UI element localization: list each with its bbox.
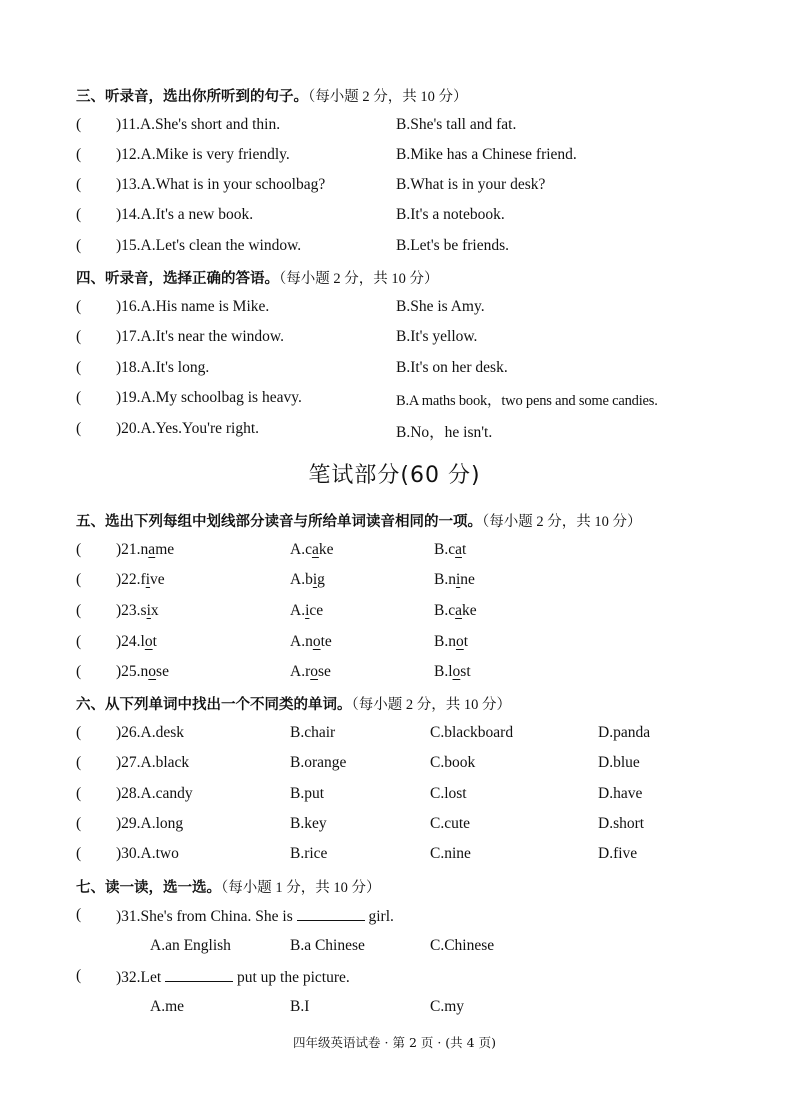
answer-paren[interactable]: ( bbox=[76, 815, 82, 832]
option-d: D.have bbox=[598, 785, 643, 802]
section-5-title: 五、选出下列每组中划线部分读音与所给单词读音相同的一项。 bbox=[76, 514, 482, 530]
answer-paren[interactable]: ( bbox=[76, 906, 82, 923]
option-a: A.big bbox=[290, 571, 325, 588]
option-b: B.lost bbox=[434, 663, 471, 680]
option-d: D.five bbox=[598, 845, 638, 862]
answer-paren[interactable]: ( bbox=[76, 571, 82, 588]
option-a: )19.A.My schoolbag is heavy. bbox=[116, 389, 302, 406]
option-d: D.short bbox=[598, 815, 645, 832]
option-a: )20.A.Yes.You're right. bbox=[116, 420, 260, 437]
option-a: A.an English bbox=[150, 937, 231, 954]
option-a: A.note bbox=[290, 633, 332, 650]
option-c: C.book bbox=[430, 754, 476, 771]
option-a: )16.A.His name is Mike. bbox=[116, 298, 270, 315]
section-6-heading bbox=[76, 693, 511, 714]
option-b: B.chair bbox=[290, 724, 336, 741]
option-b: B.put bbox=[290, 785, 325, 802]
answer-paren[interactable]: ( bbox=[76, 724, 82, 741]
option-c: C.my bbox=[430, 998, 465, 1015]
option-d: D.blue bbox=[598, 754, 640, 771]
option-b: B.key bbox=[290, 815, 327, 832]
option-a: )11.A.She's short and thin. bbox=[116, 116, 281, 133]
answer-paren[interactable]: ( bbox=[76, 176, 82, 193]
option-b: B.orange bbox=[290, 754, 347, 771]
option-a: )27.A.black bbox=[116, 754, 190, 771]
section-7-heading bbox=[76, 876, 381, 897]
answer-paren[interactable]: ( bbox=[76, 298, 82, 315]
section-6-title: 六、从下列单词中找出一个不同类的单词。 bbox=[76, 697, 352, 713]
option-a: )12.A.Mike is very friendly. bbox=[116, 146, 290, 163]
option-a: )30.A.two bbox=[116, 845, 179, 862]
answer-paren[interactable]: ( bbox=[76, 116, 82, 133]
option-b: B.Let's be friends. bbox=[396, 237, 509, 254]
option-b: B.Mike has a Chinese friend. bbox=[396, 146, 577, 163]
option-b: B.A maths book，two pens and some candies. bbox=[396, 393, 658, 409]
option-c: C.nine bbox=[430, 845, 471, 862]
option-b: B.It's a notebook. bbox=[396, 206, 505, 223]
option-a: )14.A.It's a new book. bbox=[116, 206, 254, 223]
option-b: B.rice bbox=[290, 845, 328, 862]
answer-paren[interactable]: ( bbox=[76, 389, 82, 406]
section-6-points: （每小题 2 分，共 10 分） bbox=[351, 697, 511, 713]
section-4-points: （每小题 2 分，共 10 分） bbox=[279, 271, 439, 287]
option-b: B.cat bbox=[434, 541, 467, 558]
option-b: B.I bbox=[290, 998, 310, 1015]
option-b: B.a Chinese bbox=[290, 937, 365, 954]
option-c: C.cute bbox=[430, 815, 471, 832]
option-b: B.She is Amy. bbox=[396, 298, 485, 315]
section-7-points: （每小题 1 分，共 10 分） bbox=[221, 880, 381, 896]
option-a: )26.A.desk bbox=[116, 724, 185, 741]
option-c: C.blackboard bbox=[430, 724, 514, 741]
answer-paren[interactable]: ( bbox=[76, 754, 82, 771]
answer-paren[interactable]: ( bbox=[76, 359, 82, 376]
option-b: B.No，he isn't. bbox=[396, 424, 493, 441]
answer-paren[interactable]: ( bbox=[76, 541, 82, 558]
option-a: )18.A.It's long. bbox=[116, 359, 210, 376]
section-4-title: 四、听录音，选择正确的答语。 bbox=[76, 271, 279, 287]
answer-paren[interactable]: ( bbox=[76, 633, 82, 650]
answer-paren[interactable]: ( bbox=[76, 146, 82, 163]
option-c: C.Chinese bbox=[430, 937, 495, 954]
answer-paren[interactable]: ( bbox=[76, 785, 82, 802]
answer-paren[interactable]: ( bbox=[76, 206, 82, 223]
question-31-stem: )31.She's from China. She is girl. bbox=[116, 908, 394, 925]
given-word: )23.six bbox=[116, 602, 159, 619]
option-a: )17.A.It's near the window. bbox=[116, 328, 284, 345]
given-word: )24.lot bbox=[116, 633, 157, 650]
option-a: A.ice bbox=[290, 602, 324, 619]
answer-paren[interactable]: ( bbox=[76, 845, 82, 862]
option-b: B.It's on her desk. bbox=[396, 359, 508, 376]
answer-paren[interactable]: ( bbox=[76, 328, 82, 345]
answer-paren[interactable]: ( bbox=[76, 967, 82, 984]
given-word: )21.name bbox=[116, 541, 175, 558]
option-b: B.cake bbox=[434, 602, 477, 619]
answer-blank[interactable] bbox=[297, 906, 365, 921]
option-a: )15.A.Let's clean the window. bbox=[116, 237, 302, 254]
answer-blank[interactable] bbox=[165, 967, 233, 982]
answer-paren[interactable]: ( bbox=[76, 237, 82, 254]
answer-paren[interactable]: ( bbox=[76, 420, 82, 437]
option-b: B.What is in your desk? bbox=[396, 176, 546, 193]
option-a: A.cake bbox=[290, 541, 334, 558]
option-a: A.me bbox=[150, 998, 185, 1015]
section-4-heading bbox=[76, 267, 439, 288]
section-7-title: 七、读一读，选一选。 bbox=[76, 880, 221, 896]
section-5-heading bbox=[76, 510, 642, 531]
option-a: )28.A.candy bbox=[116, 785, 193, 802]
option-a: )13.A.What is in your schoolbag? bbox=[116, 176, 326, 193]
section-5-points: （每小题 2 分，共 10 分） bbox=[482, 514, 642, 530]
question-32-stem: )32.Let put up the picture. bbox=[116, 969, 350, 986]
option-b: B.She's tall and fat. bbox=[396, 116, 517, 133]
answer-paren[interactable]: ( bbox=[76, 663, 82, 680]
option-c: C.lost bbox=[430, 785, 467, 802]
option-b: B.nine bbox=[434, 571, 475, 588]
section-3-points: （每小题 2 分，共 10 分） bbox=[308, 89, 468, 105]
answer-paren[interactable]: ( bbox=[76, 602, 82, 619]
option-d: D.panda bbox=[598, 724, 651, 741]
given-word: )22.five bbox=[116, 571, 165, 588]
option-a: A.rose bbox=[290, 663, 331, 680]
option-b: B.It's yellow. bbox=[396, 328, 478, 345]
written-part-title: 笔试部分(60 分) bbox=[308, 463, 481, 488]
page-footer: 四年级英语试卷 · 第 2 页 · (共 4 页) bbox=[293, 1035, 496, 1050]
section-3-title: 三、听录音，选出你所听到的句子。 bbox=[76, 89, 308, 105]
section-3-heading bbox=[76, 85, 468, 106]
given-word: )25.nose bbox=[116, 663, 169, 680]
option-b: B.not bbox=[434, 633, 469, 650]
option-a: )29.A.long bbox=[116, 815, 184, 832]
